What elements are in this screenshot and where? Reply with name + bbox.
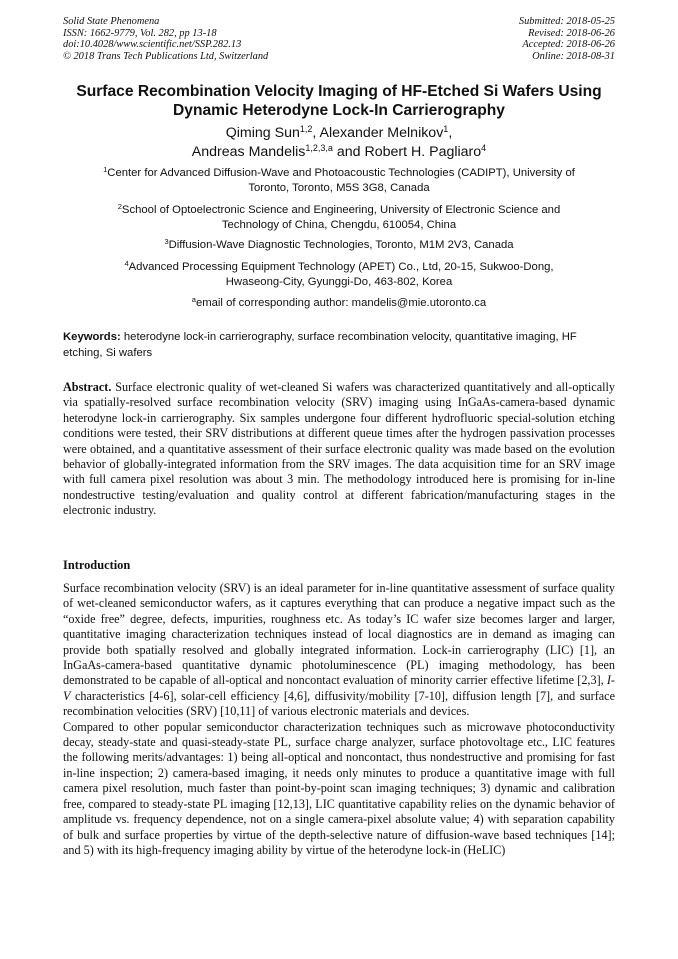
- keywords: [63, 330, 615, 361]
- online-date: Online: 2018-08-31: [532, 50, 615, 62]
- affiliation-2: [62, 203, 616, 233]
- affiliation-text: Advanced Processing Equipment Technology (APET) Co., Ltd, 20-15, Sukwoo-Dong,: [128, 261, 554, 273]
- affiliation-1: [62, 166, 616, 196]
- affiliation-text: Diffusion-Wave Diagnostic Technologies, Toronto, M1M 2V3, Canada: [168, 239, 514, 251]
- author-line-2: [50, 143, 628, 162]
- author-name: Qiming Sun: [225, 125, 300, 141]
- affiliation-text: School of Optoelectronic Science and Engineering, University of Electronic Science and: [121, 204, 561, 216]
- author-separator: ,: [312, 125, 320, 141]
- journal-header-right: [519, 16, 615, 62]
- intro-paragraph-1: [63, 581, 615, 720]
- keywords-text: heterodyne lock-in carrierography, surface recombination velocity, quantitative imaging, HF etching, Si wafers: [63, 331, 577, 359]
- email-text: email of corresponding author: mandelis@mie.utoronto.ca: [195, 297, 487, 309]
- affiliation-line: Hwaseong-City, Gyunggi-Do, 463-802, Korea: [225, 276, 453, 288]
- affiliation-mark: 1: [103, 165, 108, 174]
- author-name: Andreas Mandelis: [191, 144, 306, 160]
- email-line: [62, 296, 616, 311]
- intro-paragraph-2: Compared to other popular semiconductor characterization techniques such as microwave photoconductivity decay, steady-state and quasi-steady-state PL, surface charge analyzer, surface photovoltage etc., LIC features the following merits/advantages: 1) being all-optical and noncontact, thus nondestructive and promising for fast in-line inspection; 2) camera-based imaging, it needs only minutes to produce a quantitative image with full camera pixel resolution, much faster than point-by-point scan imaging techniques; 3) dynamic and calibration free, compared to steady-state PL imaging [12,13], LIC quantitative capability relies on the dynamic behavior of amplitude vs. frequency dependence, not on a single camera-pixel absolute value; 4) with separation capability of bulk and surface properties by virtue of the depth-selective nature of diffusion-wave based techniques [14]; and 5) with its high-frequency imaging ability by virtue of the heterodyne lock-in (HeLIC): [63, 719, 615, 857]
- author-affiliation-mark: 4: [481, 143, 487, 153]
- intro-p1-text-cont: characteristics [4-6], solar-cell efficiency [4,6], diffusivity/mobility [7-10], diffusion length [7], and surface recombination velocities (SRV) [10,11] of various electronic materials and devices.: [63, 688, 615, 719]
- journal-name: Solid State Phenomena: [63, 16, 160, 27]
- author-affiliation-mark: 1,2: [299, 124, 313, 134]
- paper-title: [50, 82, 628, 120]
- author-affiliation-mark: 1: [443, 124, 449, 134]
- author-separator: ,: [448, 125, 453, 141]
- title-line-2: Dynamic Heterodyne Lock-In Carrierography: [173, 102, 505, 119]
- affiliation-line: [62, 238, 616, 253]
- copyright-line: © 2018 Trans Tech Publications Ltd, Switzerland: [63, 50, 269, 62]
- affiliation-mark: 4: [124, 259, 129, 268]
- affiliation-mark: 3: [164, 237, 169, 246]
- affiliation-3: [62, 238, 616, 253]
- abstract-text: Surface electronic quality of wet-cleaned Si wafers was characterized quantitatively and all-optically via spatially-resolved surface recombination velocity (SRV) imaging using InGaAs-camera-based dynamic heterodyne lock-in carrierography. Six samples undergone four different hydrofluoric special-solution etching conditions were tested, their SRV distributions at different queue times after the hydrogen passivation processes were obtained, and a quantitative assessment of their surface electronic quality was made based on the evolution behavior of globally-integrated information from the SRV images. The data acquisition time for an SRV image with full camera pixel resolution was about 3 min. The methodology introduced here is promising for in-line nondestructive testing/evaluation and quality control at different fabrication/manufacturing stages in the electronic industry.: [63, 380, 615, 518]
- abstract: [63, 380, 615, 519]
- abstract-label: Abstract.: [63, 380, 112, 394]
- author-line-1: [50, 124, 628, 143]
- accepted-date: Accepted: 2018-06-26: [522, 39, 615, 51]
- doi-line: doi:10.4028/www.scientific.net/SSP.282.13: [63, 39, 242, 51]
- submitted-date: Submitted: 2018-05-25: [518, 16, 615, 27]
- affiliation-text: Center for Advanced Diffusion-Wave and Photoacoustic Technologies (CADIPT), University of: [107, 167, 575, 179]
- title-line-1: Surface Recombination Velocity Imaging of HF-Etched Si Wafers Using: [76, 83, 602, 100]
- issn-line: ISSN: 1662-9779, Vol. 282, pp 13-18: [63, 27, 217, 39]
- email-mark: a: [191, 295, 196, 304]
- revised-date: Revised: 2018-06-26: [528, 27, 615, 39]
- author-list: [50, 124, 628, 162]
- affiliation-line: Technology of China, Chengdu, 610054, China: [221, 219, 457, 231]
- intro-p1-text: Surface recombination velocity (SRV) is an ideal parameter for in-line quantitative assessment of surface quality of wet-cleaned semiconductor wafers, as it captures everything that can produce a negative impact such as the “oxide free” degree, defects, impurities, roughness etc. As today’s IC wafer size becomes larger and larger, quantitative imaging characterization techniques instead of local diagnostics are in demand as imaging can provide both spatially resolved and globally integrated information. Lock-in carrierography (LIC) [1], an InGaAs-camera-based quantitative dynamic photoluminescence (PL) imaging methodology, has been demonstrated to be capable of all-optical and noncontact evaluation of minority carrier effective lifetime [2,3],: [63, 581, 615, 688]
- affiliation-line: [62, 260, 616, 275]
- affiliation-mark: 2: [117, 202, 122, 211]
- affiliation-4: [62, 260, 616, 290]
- keywords-label: Keywords:: [63, 331, 121, 343]
- affiliation-line: [62, 166, 616, 181]
- affiliation-line: Toronto, Toronto, M5S 3G8, Canada: [248, 182, 430, 194]
- intro-p1-iv: I-V: [63, 673, 615, 703]
- author-separator: and: [332, 144, 365, 160]
- section-heading-introduction: Introduction: [63, 558, 131, 572]
- introduction-body: [63, 581, 615, 858]
- author-name: Alexander Melnikov: [319, 125, 444, 141]
- author-affiliation-mark: 1,2,3,a: [305, 143, 333, 153]
- author-name: Robert H. Pagliaro: [364, 144, 482, 160]
- corresponding-email: [62, 296, 616, 311]
- abstract-paragraph: [63, 380, 615, 519]
- affiliation-line: [62, 203, 616, 218]
- journal-header-left: [63, 16, 268, 62]
